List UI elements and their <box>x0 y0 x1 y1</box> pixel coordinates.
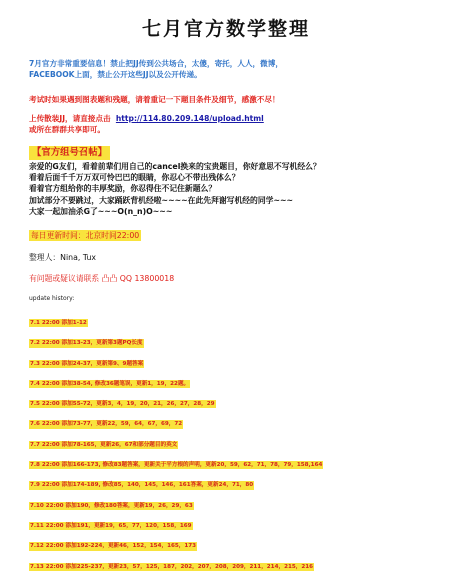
history-entry: 7.4 22:00 添加38-54, 修改36题笔误，更新1，19，22题。 <box>30 380 190 387</box>
history-entry: 7.12 22:00 添加192-224，更新46，152，154，165，173 <box>30 543 197 550</box>
recruit-message <box>29 161 439 217</box>
update-time: 每日更新时间：北京时间22:00 <box>31 231 140 240</box>
confidentiality-notice <box>29 58 439 80</box>
update-history-list <box>29 309 323 573</box>
history-entry: 7.2 22:00 添加13-23，更新第3题PQ长度 <box>30 340 143 347</box>
history-row <box>29 390 323 409</box>
maintainer-line: 整理人：Nina, Tux <box>29 253 96 262</box>
upload-line2: 或所在群群共享即可。 <box>29 125 105 134</box>
notice-line: FACEBOOK上面，禁止公开这些JJ以及公开传递。 <box>29 70 202 79</box>
history-entry: 7.8 22:00 添加166-173, 修改83题答案，更新关于平方根的声明，更新20，59，62，71，78，79，158,164 <box>30 462 323 469</box>
history-entry: 7.9 22:00 添加174-189, 修改85，140，145，146，161答案，更新24，71，80 <box>30 482 254 489</box>
history-row <box>29 329 323 348</box>
upload-link[interactable]: http://114.80.209.148/upload.html <box>115 114 264 123</box>
history-row <box>29 410 323 429</box>
history-entry: 7.7 22:00 添加78-165，更新26，67和部分题目的英文 <box>30 441 178 448</box>
recruit-heading: 【官方组号召帖】 <box>29 146 110 160</box>
history-row <box>29 451 323 470</box>
history-row <box>29 512 323 531</box>
recruit-line: 加试部分不要跳过，大家踊跃背机经啦~~~~在此先拜谢写机经的同学~~~ <box>29 195 294 205</box>
history-entry: 7.13 22:00 添加225-237，更新23，57，125，187，202，207，208，209，211，214，215，216 <box>30 563 314 570</box>
recruit-line: 大家一起加油杀G了~~~O(n_n)O~~~ <box>29 206 173 216</box>
history-entry: 7.5 22:00 添加55-72，更新3，4，19，20，21，26，27，28，29 <box>30 401 215 408</box>
page-title: 七月官方数学整理 <box>141 18 310 40</box>
history-row <box>29 532 323 551</box>
recruit-line: 亲爱的G友们，看着前辈们用自己的cancel换来的宝贵题目，你好意思不写机经么？ <box>29 162 321 171</box>
recruit-line: 看着后面千千万万双可怜巴巴的眼睛，你忍心不带出残体么？ <box>29 173 240 183</box>
history-row <box>29 350 323 369</box>
notice-line: 7月官方非常重要信息！禁止把JJ传到公共场合，太傻，寄托，人人，微博， <box>29 59 283 68</box>
exam-warning: 考试时如果遇到图表题和残题，请着重记一下题目条件及细节，感激不尽！ <box>29 95 280 104</box>
history-row <box>29 309 323 328</box>
recruit-line: 看着官方组给你的丰厚奖励，你忍得住不记住新题么？ <box>29 184 217 194</box>
upload-prefix: 上传散装JJ，请直接点击 <box>29 114 111 123</box>
history-label: update history: <box>29 295 75 302</box>
history-row <box>29 553 323 572</box>
history-row <box>29 431 323 450</box>
history-entry: 7.1 22:00 添加1-12 <box>30 320 87 326</box>
contact-line: 有问题或疑议请联系 凸凸 QQ 13800018 <box>29 274 175 283</box>
history-entry: 7.3 22:00 添加24-37，更新第9、9题答案 <box>30 360 144 367</box>
history-entry: 7.11 22:00 添加191，更新19，65，77，120，158，169 <box>30 522 192 529</box>
history-entry: 7.10 22:00 添加190，修改180答案，更新19，26，29，63 <box>30 502 193 509</box>
history-row <box>29 492 323 511</box>
history-entry: 7.6 22:00 添加73-77，更新22，59，64，67，69，72 <box>30 421 183 428</box>
history-row <box>29 471 323 490</box>
history-row <box>29 370 323 389</box>
upload-instructions <box>29 113 439 135</box>
